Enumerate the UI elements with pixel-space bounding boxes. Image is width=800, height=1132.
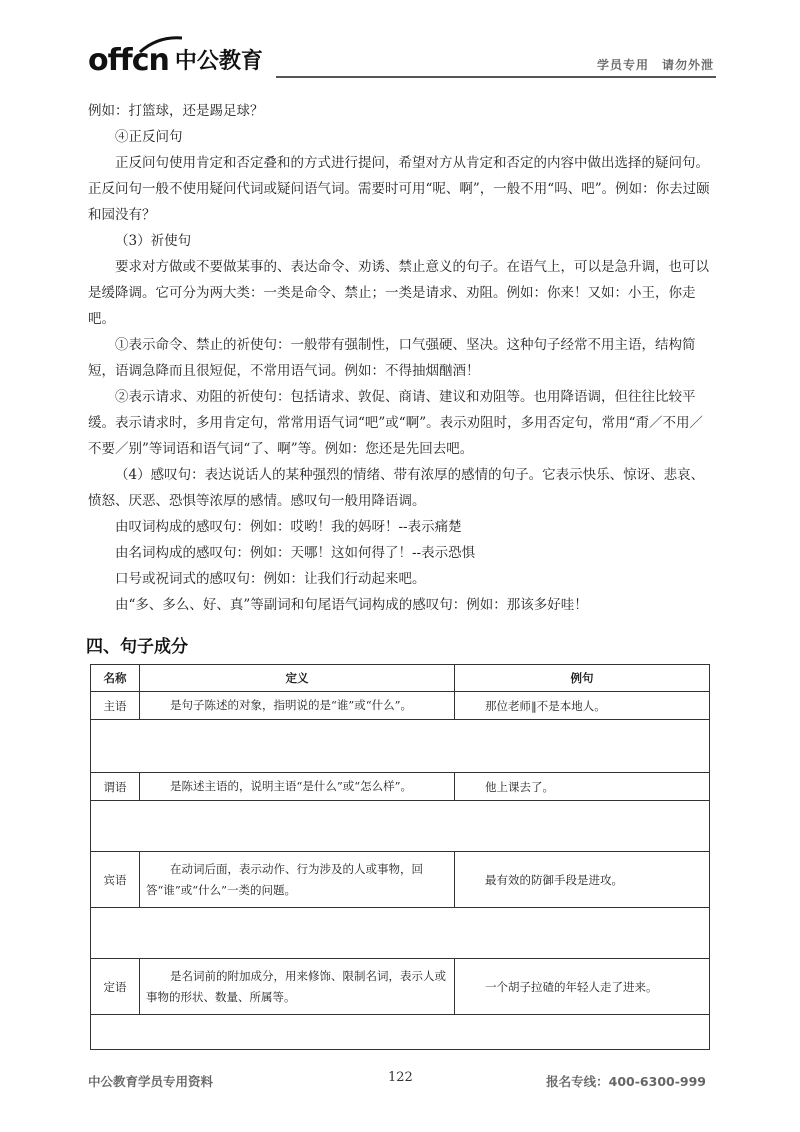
section-title: 四、句子成分 (86, 637, 188, 657)
header-definition: 定义 (140, 665, 455, 692)
component-example: 他上课去了。 (455, 773, 710, 801)
page-header (88, 36, 716, 86)
offcn-logo (88, 43, 263, 78)
paragraph: 例如：打篮球，还是踢足球？ (88, 103, 264, 119)
component-name: 谓语 (91, 773, 140, 801)
logo-swoosh-icon (138, 34, 184, 54)
table-row (91, 773, 710, 801)
footer-hotline: 报名专线：400-6300-999 (546, 1074, 706, 1089)
logo-wordmark: offcn (88, 43, 169, 78)
table-row (91, 692, 710, 720)
table-blank-row (91, 1015, 710, 1050)
paragraph: 正反问句使用肯定和否定叠和的方式进行提问，希望对方从肯定和否定的内容中做出选择的疑问句。正反问句一般不使用疑问代词或疑问语气词。需要时可用“呢、啊”，一般不用“吗、吧”。例如：你去过颐和园没有？ (88, 155, 710, 223)
component-example: 一个胡子拉碴的年轻人走了进来。 (455, 959, 710, 1015)
header-divider (276, 76, 716, 78)
table-blank-row (91, 720, 710, 773)
subheading: （3）祈使句 (115, 233, 192, 249)
paragraph: 口号或祝词式的感叹句：例如：让我们行动起来吧。 (115, 571, 426, 587)
paragraph: 由叹词构成的感叹句：例如：哎哟！我的妈呀！--表示痛楚 (115, 519, 462, 535)
footer-publisher: 中公教育学员专用资料 (88, 1074, 214, 1089)
page-number: 122 (388, 1070, 413, 1085)
component-name: 主语 (91, 692, 140, 720)
paragraph: 由“多、多么、好、真”等副词和句尾语气词构成的感叹句：例如：那该多好哇！ (115, 597, 588, 613)
table-row (91, 959, 710, 1015)
component-name: 宾语 (91, 852, 140, 908)
paragraph: 要求对方做或不要做某事的、表达命令、劝诱、禁止意义的句子。在语气上，可以是急升调，也可以是缓降调。它可分为两大类：一类是命令、禁止；一类是请求、劝阻。例如：你来！又如：小王，你走吧。 (88, 259, 709, 327)
component-example: 最有效的防御手段是进攻。 (455, 852, 710, 908)
paragraph: ①表示命令、禁止的祈使句：一般带有强制性，口气强硬、坚决。这种句子经常不用主语，结构简短，语调急降而且很短促，不常用语气词。例如：不得抽烟酗酒！ (88, 337, 696, 379)
paragraph: ②表示请求、劝阻的祈使句：包括请求、敦促、商请、建议和劝阻等。也用降语调，但往往比较平缓。表示请求时，多用肯定句，常常用语气词“吧”或“啊”。表示劝阻时，多用否定句，常用“甭／不用／不要／别”等词语和语气词“了、啊”等。例如：您还是先回去吧。 (88, 389, 704, 457)
table-row (91, 852, 710, 908)
table-blank-row (91, 801, 710, 852)
logo-chinese-name: 中公教育 (174, 49, 263, 74)
component-definition: 是句子陈述的对象，指明说的是“谁”或“什么”。 (140, 692, 455, 720)
subheading: ④正反问句 (115, 129, 183, 145)
table-blank-row (91, 908, 710, 959)
confidential-tag: 学员专用 请勿外泄 (596, 58, 714, 72)
body-text (88, 98, 716, 618)
component-definition: 在动词后面，表示动作、行为涉及的人或事物，回答“谁”或“什么”一类的问题。 (140, 852, 455, 908)
paragraph: 由名词构成的感叹句：例如：天哪！这如何得了！--表示恐惧 (115, 545, 476, 561)
page-footer (88, 1070, 716, 1094)
paragraph: （4）感叹句：表达说话人的某种强烈的情绪、带有浓厚的感情的句子。它表示快乐、惊讶、悲哀、愤怒、厌恶、恐惧等浓厚的感情。感叹句一般用降语调。 (88, 467, 705, 509)
table-header-row (91, 665, 710, 692)
component-definition: 是陈述主语的，说明主语“是什么”或“怎么样”。 (140, 773, 455, 801)
header-example: 例句 (455, 665, 710, 692)
component-example: 那位老师‖不是本地人。 (455, 692, 710, 720)
component-definition: 是名词前的附加成分，用来修饰、限制名词，表示人或事物的形状、数量、所属等。 (140, 959, 455, 1015)
sentence-components-table (90, 664, 710, 1050)
header-name: 名称 (91, 665, 140, 692)
component-name: 定语 (91, 959, 140, 1015)
